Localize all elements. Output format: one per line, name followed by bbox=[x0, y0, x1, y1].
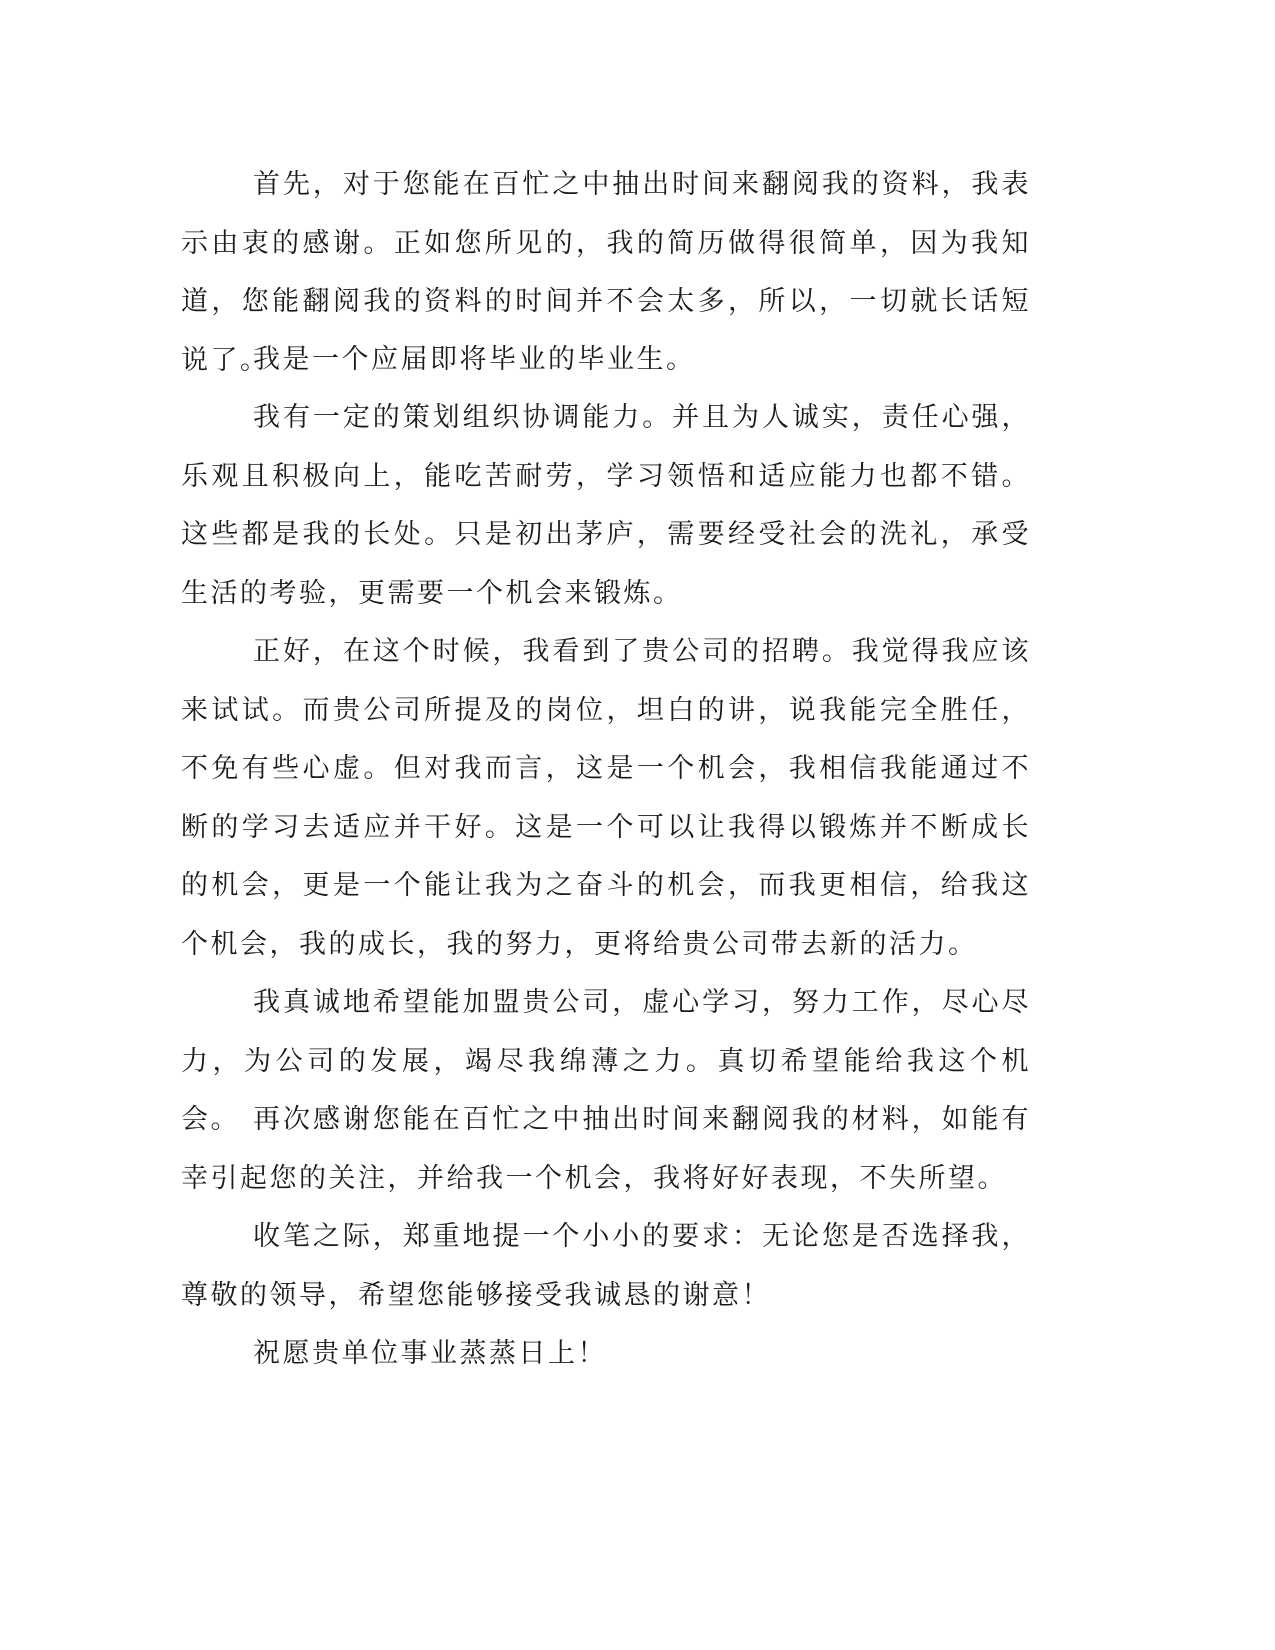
paragraph-opportunity: 正好，在这个时候，我看到了贵公司的招聘。我觉得我应该来试试。而贵公司所提及的岗位，坦白的讲，说我能完全胜任，不免有些心虚。但对我而言，这是一个机会，我相信我能通过不断的学习去适应并干好。这是一个可以让我得以锻炼并不断成长的机会，更是一个能让我为之奋斗的机会，而我更相信，给我这个机会，我的成长，我的努力，更将给贵公司带去新的活力。 bbox=[181, 636, 1031, 960]
paragraph-abilities: 我有一定的策划组织协调能力。并且为人诚实，责任心强，乐观且积极向上，能吃苦耐劳，学习领悟和适应能力也都不错。这些都是我的长处。只是初出茅庐，需要经受社会的洗礼，承受生活的考验，更需要一个机会来锻炼。 bbox=[181, 402, 1031, 609]
paragraph-hope: 我真诚地希望能加盟贵公司，虚心学习，努力工作，尽心尽力，为公司的发展，竭尽我绵薄之力。真切希望能给我这个机会。 bbox=[181, 987, 1031, 1135]
letter-body bbox=[181, 156, 1031, 1383]
paragraph-closing-wish: 祝愿贵单位事业蒸蒸日上！ bbox=[253, 1338, 607, 1369]
paragraph-thanks-again: 再次感谢您能在百忙之中抽出时间来翻阅我的材料，如能有幸引起您的关注，并给我一个机会，我将好好表现，不失所望。 bbox=[181, 1104, 1031, 1194]
paragraph-gratitude: 首先，对于您能在百忙之中抽出时间来翻阅我的资料，我表示由衷的感谢。正如您所见的，我的简历做得很简单，因为我知道，您能翻阅我的资料的时间并不会太多，所以，一切就长话短说了。 bbox=[181, 169, 1031, 376]
paragraph-request: 收笔之际，郑重地提一个小小的要求：无论您是否选择我，尊敬的领导，希望您能够接受我诚恳的谢意！ bbox=[181, 1221, 1031, 1311]
paragraph-introduction: 我是一个应届即将毕业的毕业生。 bbox=[253, 344, 696, 375]
